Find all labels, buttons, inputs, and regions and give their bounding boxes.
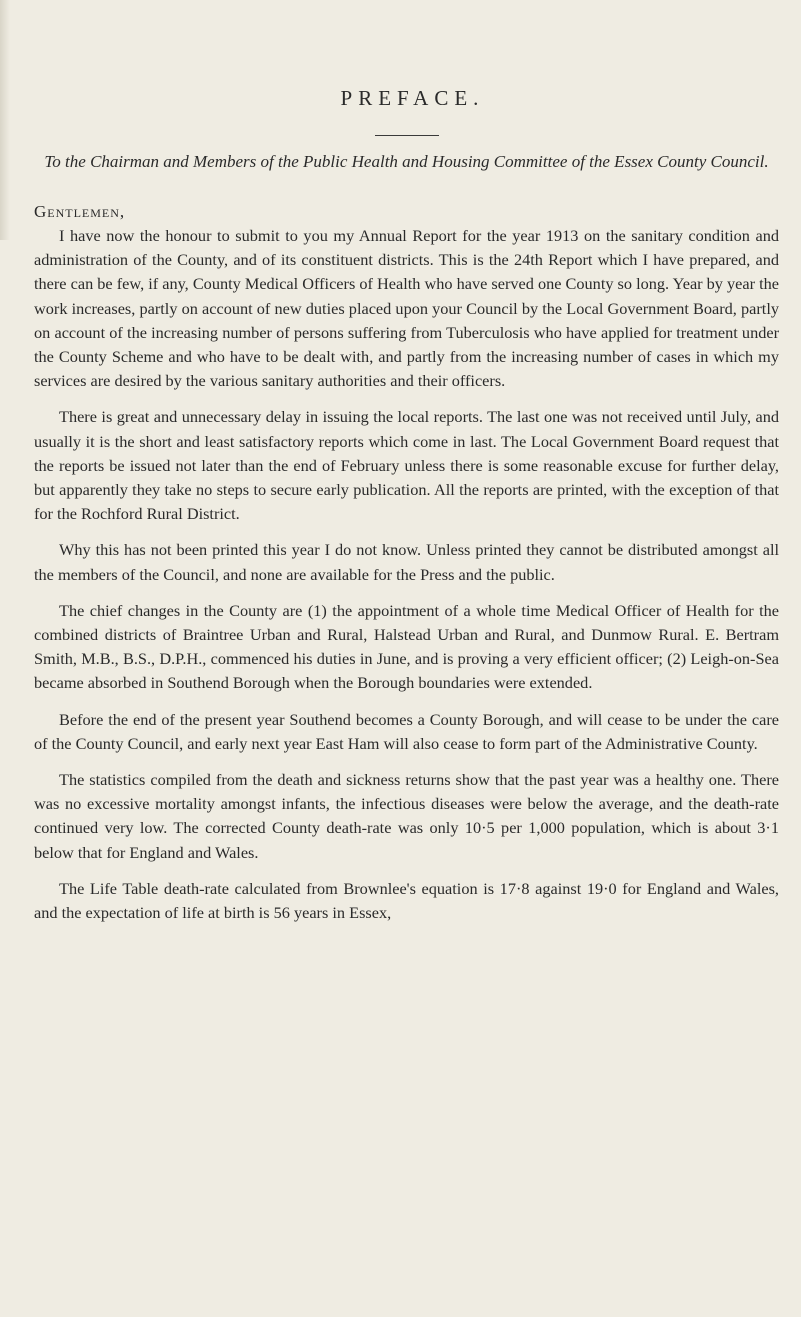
document-page bbox=[34, 0, 779, 937]
title-divider bbox=[375, 135, 439, 136]
paragraph-1: I have now the honour to submit to you my Annual Report for the year 1913 on the sanitary condition and administration of the County, and of its constituent districts. This is the 24th Report which I have prepared, and there can be few, if any, County Medical Officers of Health who have served one County so long. Year by year the work increases, partly on account of new duties placed upon your Council by the Local Government Board, partly on account of the increasing number of persons suffering from Tuberculosis who have applied for treatment under the County Scheme and who have to be dealt with, and partly from the increasing number of cases in which my services are desired by the various sanitary authorities and their officers. bbox=[34, 226, 779, 391]
page-title: PREFACE. bbox=[340, 86, 485, 110]
body-text bbox=[34, 224, 779, 925]
paragraph-4: The chief changes in the County are (1) the appointment of a whole time Medical Officer of Health for the combined districts of Braintree Urban and Rural, Halstead Urban and Rural, and Dunmow Rural. E. Bertram Smith, M.B., B.S., D.P.H., commenced his duties in June, and is proving a very efficient officer; (2) Leigh-on-Sea became absorbed in Southend Borough when the Borough boundaries were extended. bbox=[34, 600, 779, 693]
page-binding-shadow bbox=[0, 0, 10, 240]
salutation: Gentlemen, bbox=[34, 202, 126, 221]
paragraph-3: Why this has not been printed this year I do not know. Unless printed they cannot be distributed amongst all the members of the Council, and none are available for the Press and the public. bbox=[34, 540, 779, 584]
paragraph-2: There is great and unnecessary delay in issuing the local reports. The last one was not received until July, and usually it is the short and least satisfactory reports which come in last. The Local Government Board request that the reports be issued not later than the end of February unless there is some reasonable excuse for further delay, but apparently they take no steps to secure early publication. All the reports are printed, with the exception of that for the Rochford Rural District. bbox=[34, 407, 779, 524]
paragraph-5: Before the end of the present year Southend becomes a County Borough, and will cease to be under the care of the County Council, and early next year East Ham will also cease to form part of the Administrative County. bbox=[34, 709, 779, 753]
paragraph-6: The statistics compiled from the death and sickness returns show that the past year was a healthy one. There was no excessive mortality amongst infants, the infectious diseases were below the average, and the death-rate continued very low. The corrected County death-rate was only 10·5 per 1,000 population, which is about 3·1 below that for England and Wales. bbox=[34, 770, 779, 862]
dedication-address: To the Chairman and Members of the Public Health and Housing Committee of the Essex County Council. bbox=[44, 152, 769, 171]
paragraph-7: The Life Table death-rate calculated from Brownlee's equation is 17·8 against 19·0 for England and Wales, and the expectation of life at birth is 56 years in Essex, bbox=[34, 878, 779, 923]
